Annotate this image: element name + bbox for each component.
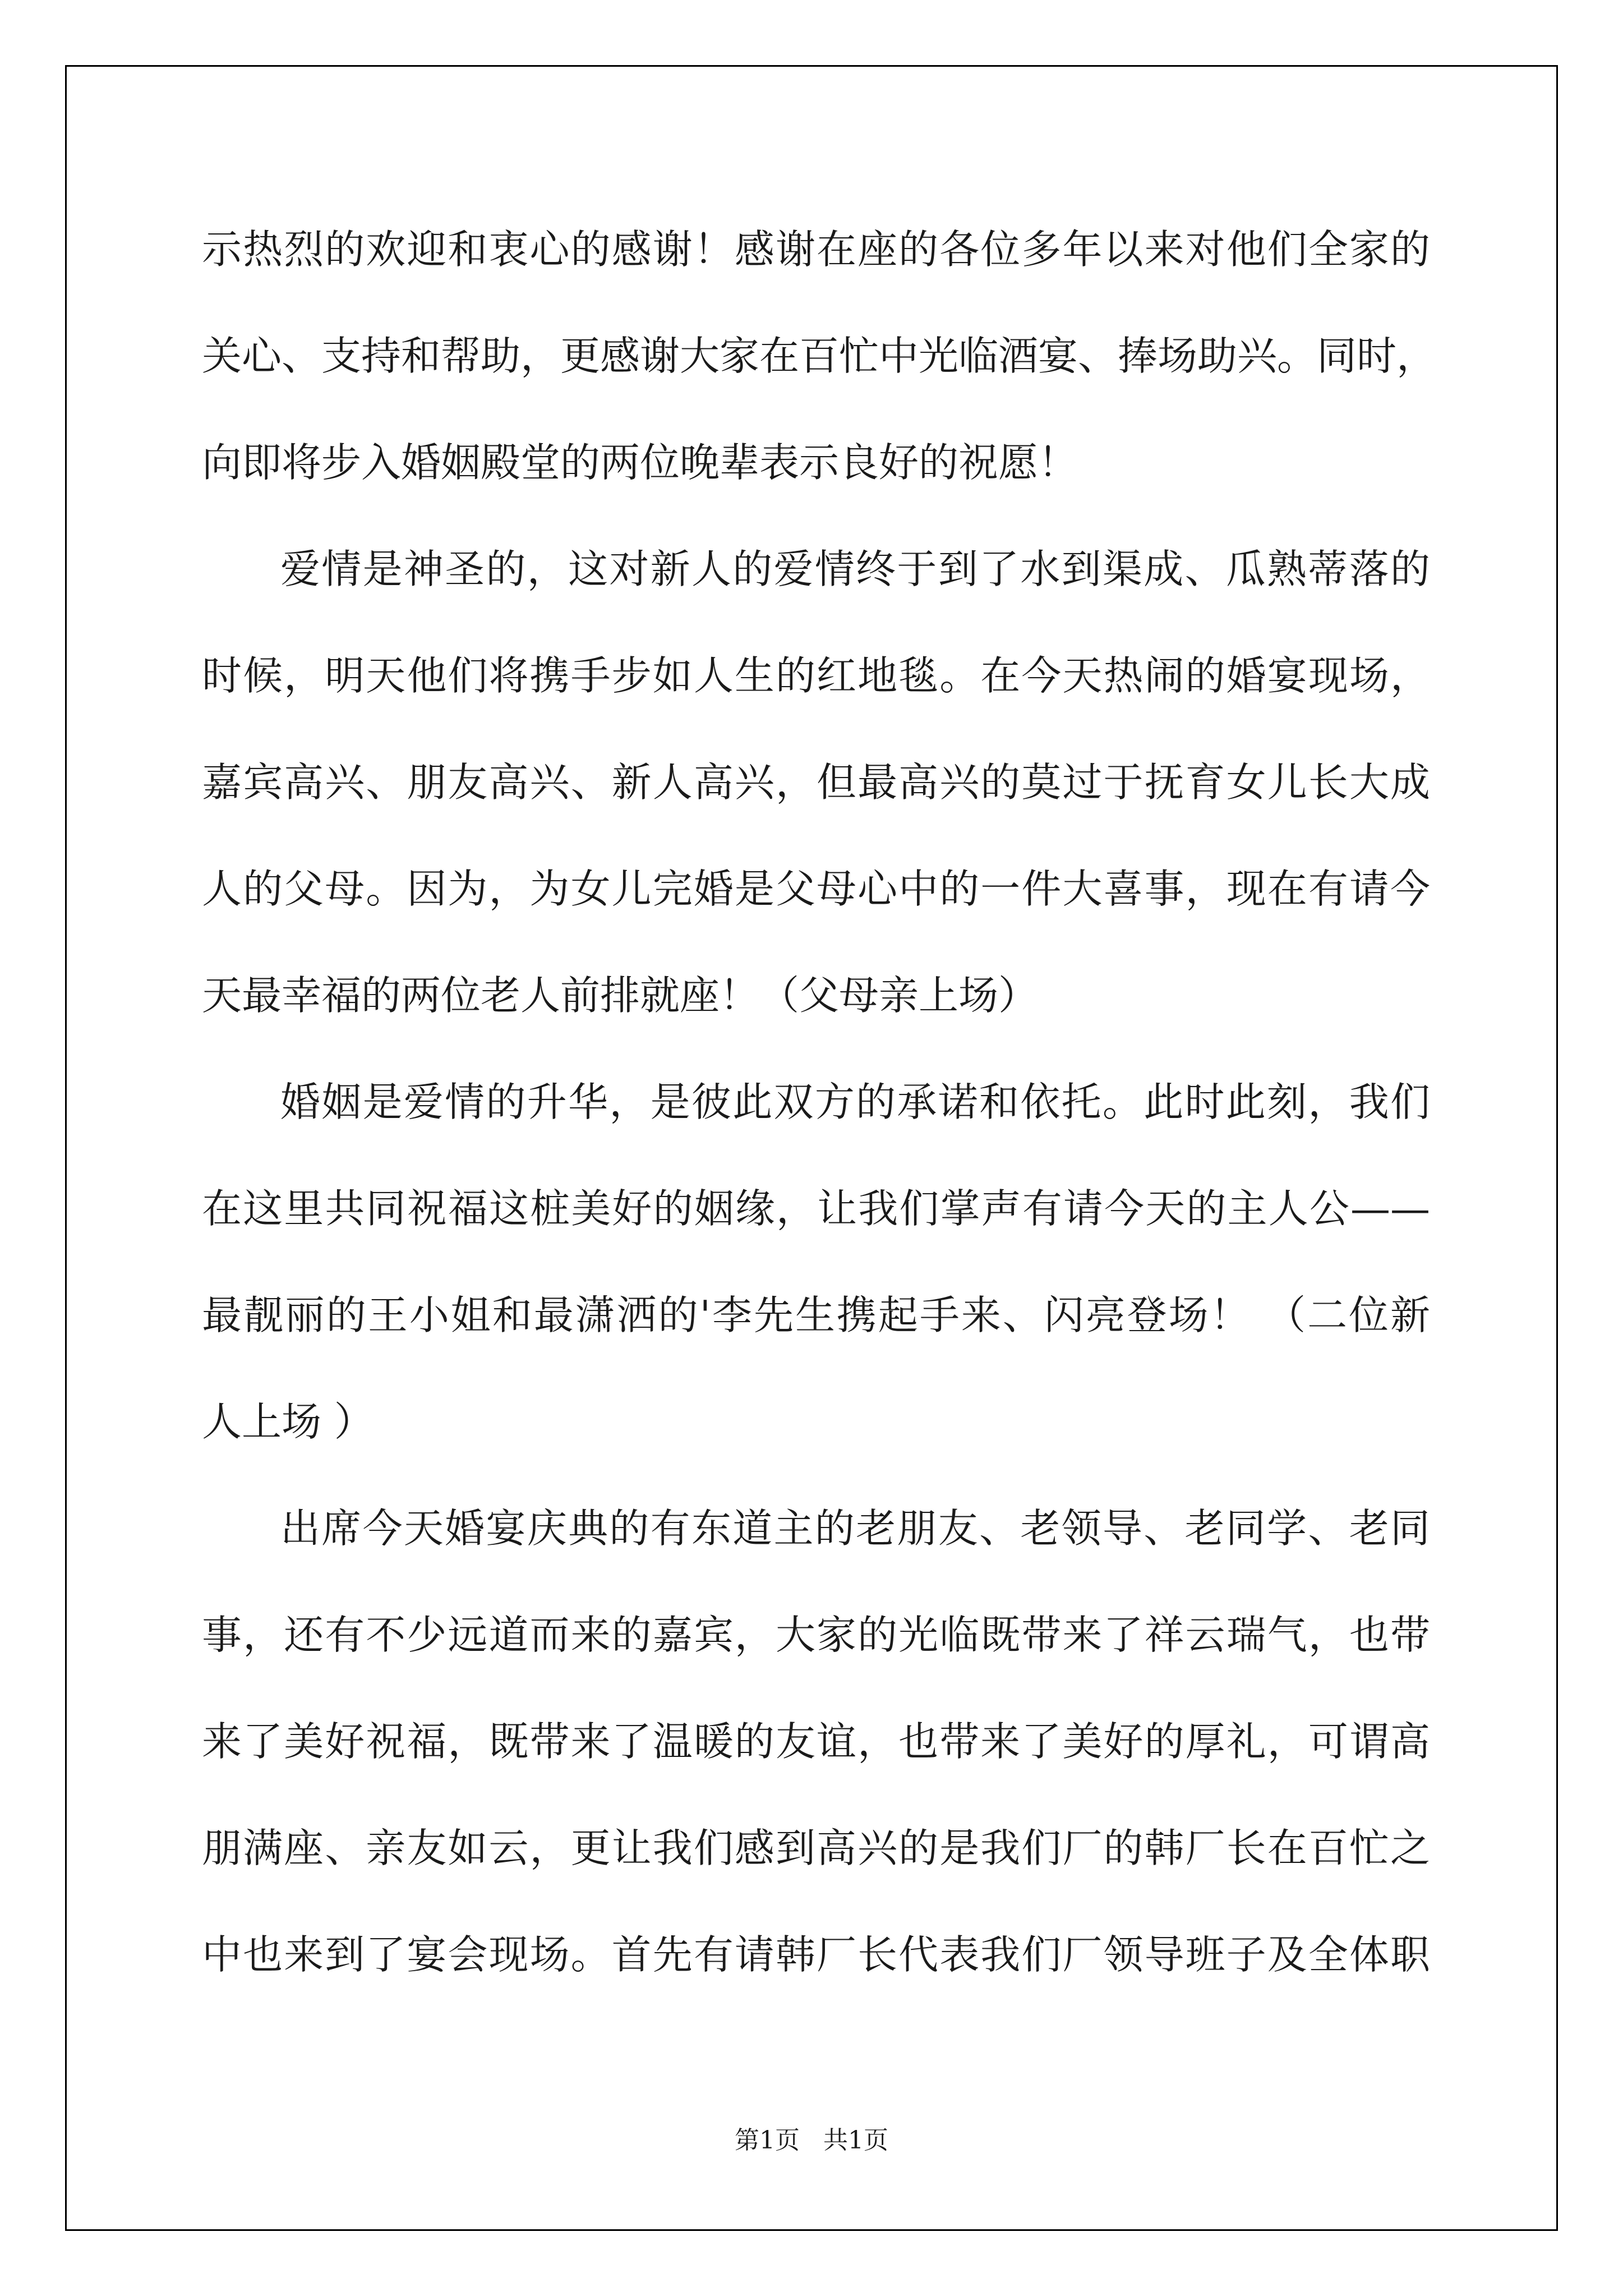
text-line-9: 婚姻是爱情的升华，是彼此双方的承诺和依托。此时此刻，我们 bbox=[280, 1079, 1430, 1125]
text-line-7: 人的父母。因为，为女儿完婚是父母心中的一件大喜事，现在有请今 bbox=[202, 866, 1430, 912]
text-line-8: 天最幸福的两位老人前排就座！（父母亲上场） bbox=[202, 972, 1039, 1019]
text-line-1: 示热烈的欢迎和衷心的感谢！感谢在座的各位多年以来对他们全家的 bbox=[202, 226, 1430, 273]
page-footer bbox=[0, 2124, 1623, 2157]
text-line-6: 嘉宾高兴、朋友高兴、新人高兴，但最高兴的莫过于抚育女儿长大成 bbox=[202, 759, 1430, 806]
text-line-2: 关心、支持和帮助，更感谢大家在百忙中光临酒宴、捧场助兴。同时， bbox=[202, 333, 1437, 379]
text-line-16: 朋满座、亲友如云，更让我们感到高兴的是我们厂的韩厂长在百忙之 bbox=[202, 1825, 1430, 1871]
text-line-12: 人上场 ） bbox=[202, 1398, 374, 1445]
text-line-13: 出席今天婚宴庆典的有东道主的老朋友、老领导、老同学、老同 bbox=[280, 1505, 1430, 1552]
text-line-4: 爱情是神圣的，这对新人的爱情终于到了水到渠成、瓜熟蒂落的 bbox=[280, 546, 1430, 592]
text-line-10: 在这里共同祝福这桩美好的姻缘，让我们掌声有请今天的主人公—— bbox=[202, 1185, 1430, 1232]
text-line-17: 中也来到了宴会现场。首先有请韩厂长代表我们厂领导班子及全体职 bbox=[202, 1931, 1430, 1978]
page-border bbox=[65, 65, 1558, 2231]
text-line-15: 来了美好祝福，既带来了温暖的友谊，也带来了美好的厚礼，可谓高 bbox=[202, 1718, 1430, 1765]
text-line-14: 事，还有不少远道而来的嘉宾，大家的光临既带来了祥云瑞气，也带 bbox=[202, 1612, 1430, 1658]
text-line-3: 向即将步入婚姻殿堂的两位晚辈表示良好的祝愿！ bbox=[202, 439, 1078, 486]
text-line-11: 最靓丽的王小姐和最潇洒的'李先生携起手来、闪亮登场！ （二位新 bbox=[202, 1292, 1430, 1338]
page-number: 第1页 共1页 bbox=[735, 2126, 888, 2155]
text-line-5: 时候，明天他们将携手步如人生的红地毯。在今天热闹的婚宴现场， bbox=[202, 652, 1430, 699]
